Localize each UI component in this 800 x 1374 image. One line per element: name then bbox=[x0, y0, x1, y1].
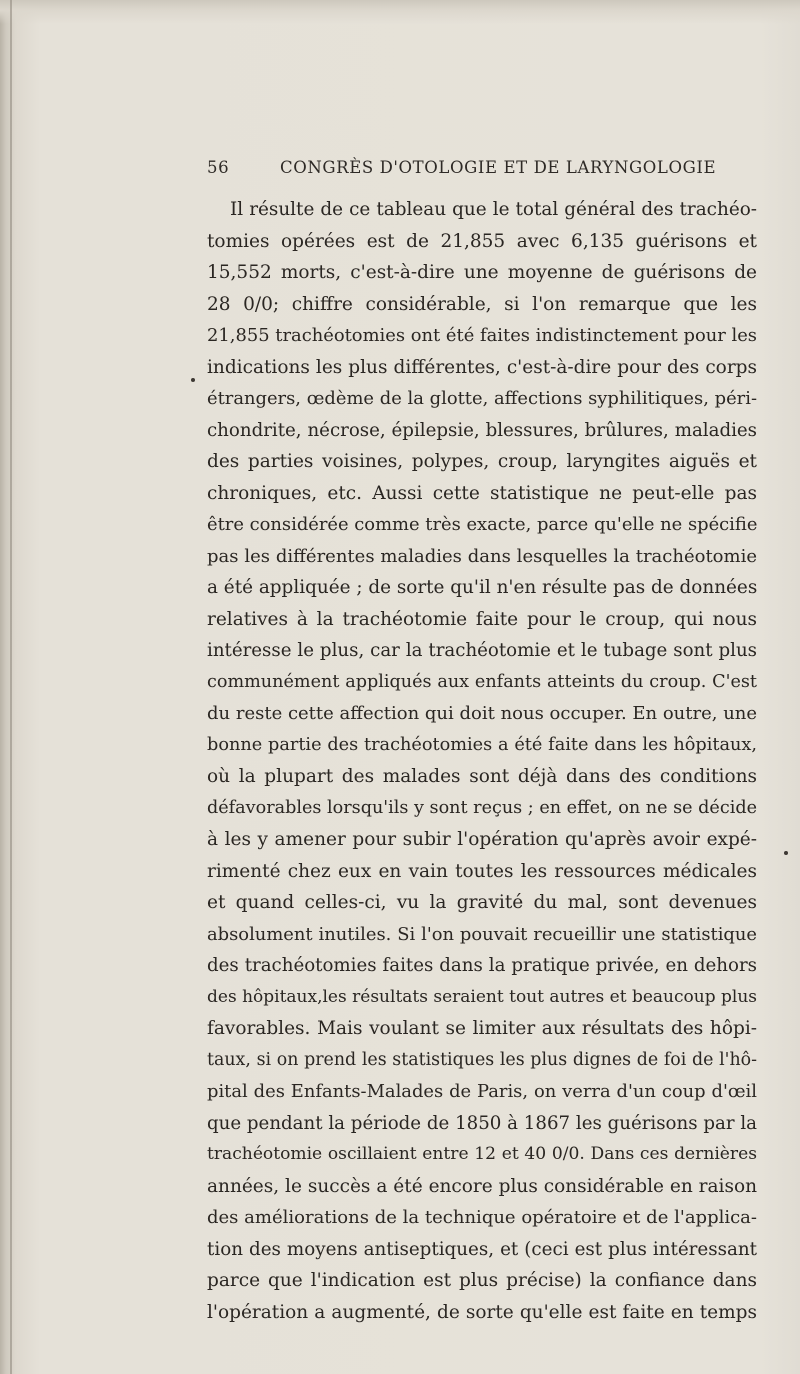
text-line: 28 0/0; chiffre considérable, si l'on remarque que les bbox=[207, 293, 757, 315]
text-line: du reste cette affection qui doit nous occuper. En outre, une bbox=[207, 703, 757, 724]
text-line: chroniques, etc. Aussi cette statistique ne peut-elle pas bbox=[207, 482, 757, 504]
page-number: 56 bbox=[207, 158, 230, 177]
text-line: à les y amener pour subir l'opération qu'après avoir expé- bbox=[207, 829, 757, 850]
text-line: 15,552 morts, c'est-à-dire une moyenne de guérisons de bbox=[207, 262, 757, 283]
text-line: intéresse le plus, car la trachéotomie et le tubage sont plus bbox=[207, 640, 757, 661]
text-line: favorables. Mais voulant se limiter aux résultats des hôpi- bbox=[207, 1018, 757, 1039]
text-line: pas les différentes maladies dans lesquelles la trachéotomie bbox=[207, 545, 757, 567]
text-line: étrangers, œdème de la glotte, affections syphilitiques, péri- bbox=[207, 388, 757, 409]
text-line: indications les plus différentes, c'est-à-dire pour des corps bbox=[207, 356, 757, 378]
text-line: des hôpitaux,les résultats seraient tout autres et beaucoup plus bbox=[207, 986, 757, 1007]
text-line: années, le succès a été encore plus considérable en raison bbox=[207, 1175, 757, 1197]
text-line: défavorables lorsqu'ils y sont reçus ; en effet, on ne se décide bbox=[207, 797, 757, 818]
binding-edge bbox=[10, 0, 12, 1374]
text-line: tion des moyens antiseptiques, et (ceci est plus intéressant bbox=[207, 1238, 757, 1260]
text-line: 21,855 trachéotomies ont été faites indistinctement pour les bbox=[207, 325, 757, 346]
text-line: tomies opérées est de 21,855 avec 6,135 guérisons et bbox=[207, 230, 757, 252]
text-line: des trachéotomies faites dans la pratique privée, en dehors bbox=[207, 955, 757, 976]
text-line: des améliorations de la technique opératoire et de l'applica- bbox=[207, 1207, 757, 1228]
text-line: que pendant la période de 1850 à 1867 les guérisons par la bbox=[207, 1112, 757, 1134]
text-line: l'opération a augmenté, de sorte qu'elle est faite en temps bbox=[207, 1301, 757, 1323]
text-line: absolument inutiles. Si l'on pouvait recueillir une statistique bbox=[207, 923, 757, 945]
margin-mark bbox=[784, 851, 788, 855]
running-head-title: CONGRÈS D'OTOLOGIE ET DE LARYNGOLOGIE bbox=[280, 158, 717, 177]
text-line: taux, si on prend les statistiques les plus dignes de foi de l'hô- bbox=[207, 1049, 757, 1070]
text-line: rimenté chez eux en vain toutes les ressources médicales bbox=[207, 860, 757, 882]
text-line: pital des Enfants-Malades de Paris, on verra d'un coup d'œil bbox=[207, 1081, 757, 1102]
text-line: communément appliqués aux enfants atteints du croup. C'est bbox=[207, 671, 757, 692]
text-line: et quand celles-ci, vu la gravité du mal, sont devenues bbox=[207, 892, 757, 913]
text-line: a été appliquée ; de sorte qu'il n'en résulte pas de données bbox=[207, 577, 757, 598]
text-line: parce que l'indication est plus précise) la confiance dans bbox=[207, 1270, 757, 1291]
running-head bbox=[207, 158, 767, 186]
text-line: être considérée comme très exacte, parce qu'elle ne spécifie bbox=[207, 514, 757, 535]
text-line: Il résulte de ce tableau que le total général des trachéo- bbox=[230, 199, 757, 220]
body-text bbox=[207, 194, 757, 1328]
text-line: où la plupart des malades sont déjà dans des conditions bbox=[207, 766, 757, 787]
text-line: bonne partie des trachéotomies a été faite dans les hôpitaux, bbox=[207, 734, 757, 755]
text-line: relatives à la trachéotomie faite pour le croup, qui nous bbox=[207, 608, 757, 630]
text-line: chondrite, nécrose, épilepsie, blessures, brûlures, maladies bbox=[207, 419, 757, 441]
margin-mark bbox=[191, 378, 195, 382]
text-line: des parties voisines, polypes, croup, laryngites aiguës et bbox=[207, 451, 757, 472]
text-line: trachéotomie oscillaient entre 12 et 40 0/0. Dans ces dernières bbox=[207, 1144, 757, 1164]
